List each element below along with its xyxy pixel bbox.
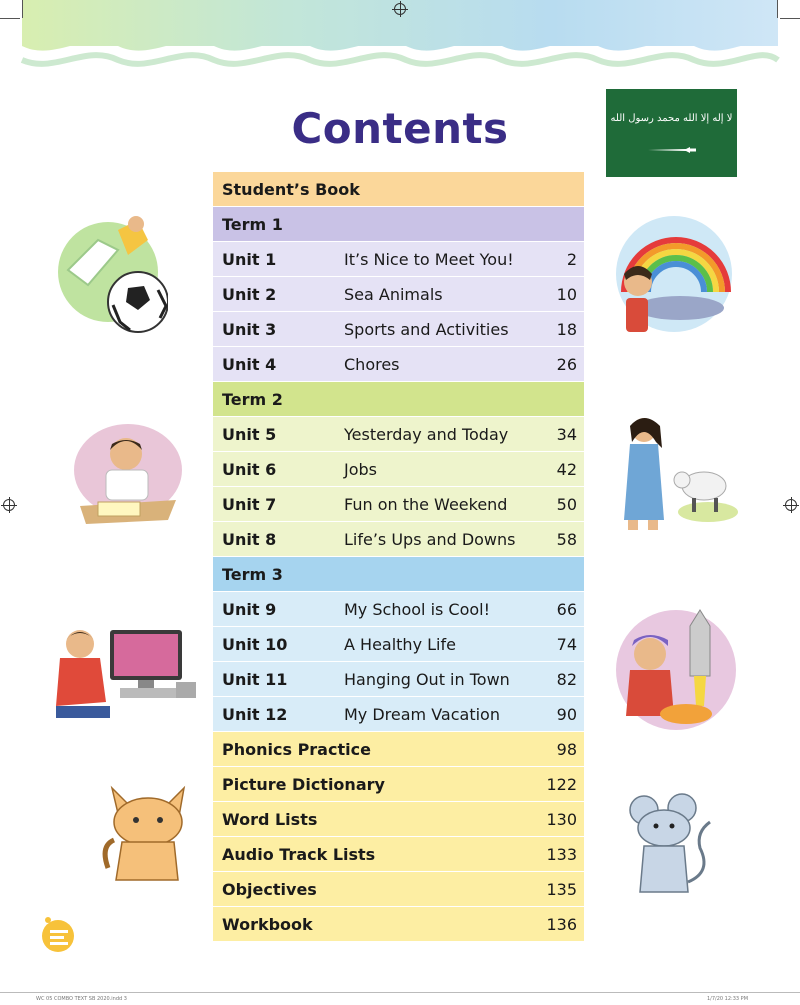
unit-title: A Healthy Life	[344, 634, 456, 654]
unit-number: Unit 11	[222, 669, 288, 689]
footer-rule	[0, 992, 800, 993]
girl-rainbow-illustration	[610, 212, 740, 342]
terms-container	[213, 207, 584, 732]
unit-row[interactable]	[213, 697, 584, 732]
cat-illustration	[102, 782, 196, 886]
term-label: Term 1	[222, 214, 283, 234]
section-title: Word Lists	[222, 809, 318, 829]
section-title: Audio Track Lists	[222, 844, 376, 864]
term-header	[213, 557, 584, 592]
section-page: 133	[546, 844, 577, 864]
unit-number: Unit 4	[222, 354, 277, 374]
section-title: Workbook	[222, 914, 313, 934]
unit-page: 50	[556, 494, 577, 514]
mouse-illustration	[626, 792, 720, 898]
sword-icon	[646, 145, 698, 155]
unit-page: 18	[556, 319, 577, 339]
unit-row[interactable]	[213, 347, 584, 382]
registration-mark-right	[785, 499, 797, 511]
section-title: Objectives	[222, 879, 317, 899]
soccer-kick-illustration	[58, 210, 168, 340]
girl-with-sheep-illustration	[616, 412, 740, 536]
section-row[interactable]	[213, 872, 584, 907]
unit-number: Unit 1	[222, 249, 277, 269]
unit-title: Sea Animals	[344, 284, 443, 304]
term-label: Term 3	[222, 564, 283, 584]
section-page: 130	[546, 809, 577, 829]
unit-number: Unit 8	[222, 529, 277, 549]
unit-page: 90	[556, 704, 577, 724]
section-page: 136	[546, 914, 577, 934]
unit-title: It’s Nice to Meet You!	[344, 249, 514, 269]
section-page: 122	[546, 774, 577, 794]
unit-page: 42	[556, 459, 577, 479]
unit-title: Hanging Out in Town	[344, 669, 510, 689]
unit-title: My School is Cool!	[344, 599, 491, 619]
unit-number: Unit 10	[222, 634, 288, 654]
term-header	[213, 207, 584, 242]
unit-row[interactable]	[213, 277, 584, 312]
unit-number: Unit 7	[222, 494, 277, 514]
publisher-logo	[40, 912, 76, 954]
unit-page: 58	[556, 529, 577, 549]
page-title: Contents	[291, 104, 509, 153]
contents-table	[213, 172, 584, 942]
boy-rocket-experiment-illustration	[610, 606, 740, 734]
flag-emblem-text: لا إله إلا الله محمد رسول الله	[610, 113, 733, 124]
unit-page: 2	[566, 249, 577, 269]
unit-row[interactable]	[213, 312, 584, 347]
term-label: Term 2	[222, 389, 283, 409]
saudi-flag-image	[606, 89, 737, 177]
section-title: Picture Dictionary	[222, 774, 385, 794]
unit-title: Fun on the Weekend	[344, 494, 508, 514]
unit-page: 10	[556, 284, 577, 304]
footer-timestamp: 1/7/20 12:33 PM	[707, 996, 749, 1002]
unit-row[interactable]	[213, 452, 584, 487]
unit-number: Unit 2	[222, 284, 277, 304]
section-row[interactable]	[213, 767, 584, 802]
extras-container	[213, 732, 584, 942]
section-title: Phonics Practice	[222, 739, 371, 759]
unit-title: My Dream Vacation	[344, 704, 500, 724]
unit-title: Sports and Activities	[344, 319, 509, 339]
unit-number: Unit 6	[222, 459, 277, 479]
boy-writing-illustration	[68, 420, 188, 528]
unit-title: Life’s Ups and Downs	[344, 529, 516, 549]
student-book-header	[213, 172, 584, 207]
section-page: 98	[556, 739, 577, 759]
student-book-label: Student’s Book	[222, 179, 360, 199]
unit-title: Chores	[344, 354, 400, 374]
unit-row[interactable]	[213, 242, 584, 277]
unit-page: 82	[556, 669, 577, 689]
section-row[interactable]	[213, 907, 584, 942]
boy-at-computer-illustration	[50, 622, 200, 724]
section-row[interactable]	[213, 732, 584, 767]
unit-page: 34	[556, 424, 577, 444]
unit-row[interactable]	[213, 522, 584, 557]
unit-row[interactable]	[213, 417, 584, 452]
term-header	[213, 382, 584, 417]
unit-row[interactable]	[213, 592, 584, 627]
section-row[interactable]	[213, 837, 584, 872]
unit-page: 74	[556, 634, 577, 654]
section-row[interactable]	[213, 802, 584, 837]
footer-file-label: WC 05 COMBO TEXT SB 2020.indd 3	[36, 996, 127, 1002]
unit-title: Jobs	[344, 459, 377, 479]
unit-row[interactable]	[213, 662, 584, 697]
unit-number: Unit 3	[222, 319, 277, 339]
unit-number: Unit 5	[222, 424, 277, 444]
unit-row[interactable]	[213, 487, 584, 522]
section-page: 135	[546, 879, 577, 899]
registration-mark-left	[3, 499, 15, 511]
unit-page: 26	[556, 354, 577, 374]
unit-row[interactable]	[213, 627, 584, 662]
registration-mark-top	[394, 3, 406, 15]
unit-number: Unit 12	[222, 704, 288, 724]
unit-title: Yesterday and Today	[344, 424, 509, 444]
unit-page: 66	[556, 599, 577, 619]
unit-number: Unit 9	[222, 599, 277, 619]
